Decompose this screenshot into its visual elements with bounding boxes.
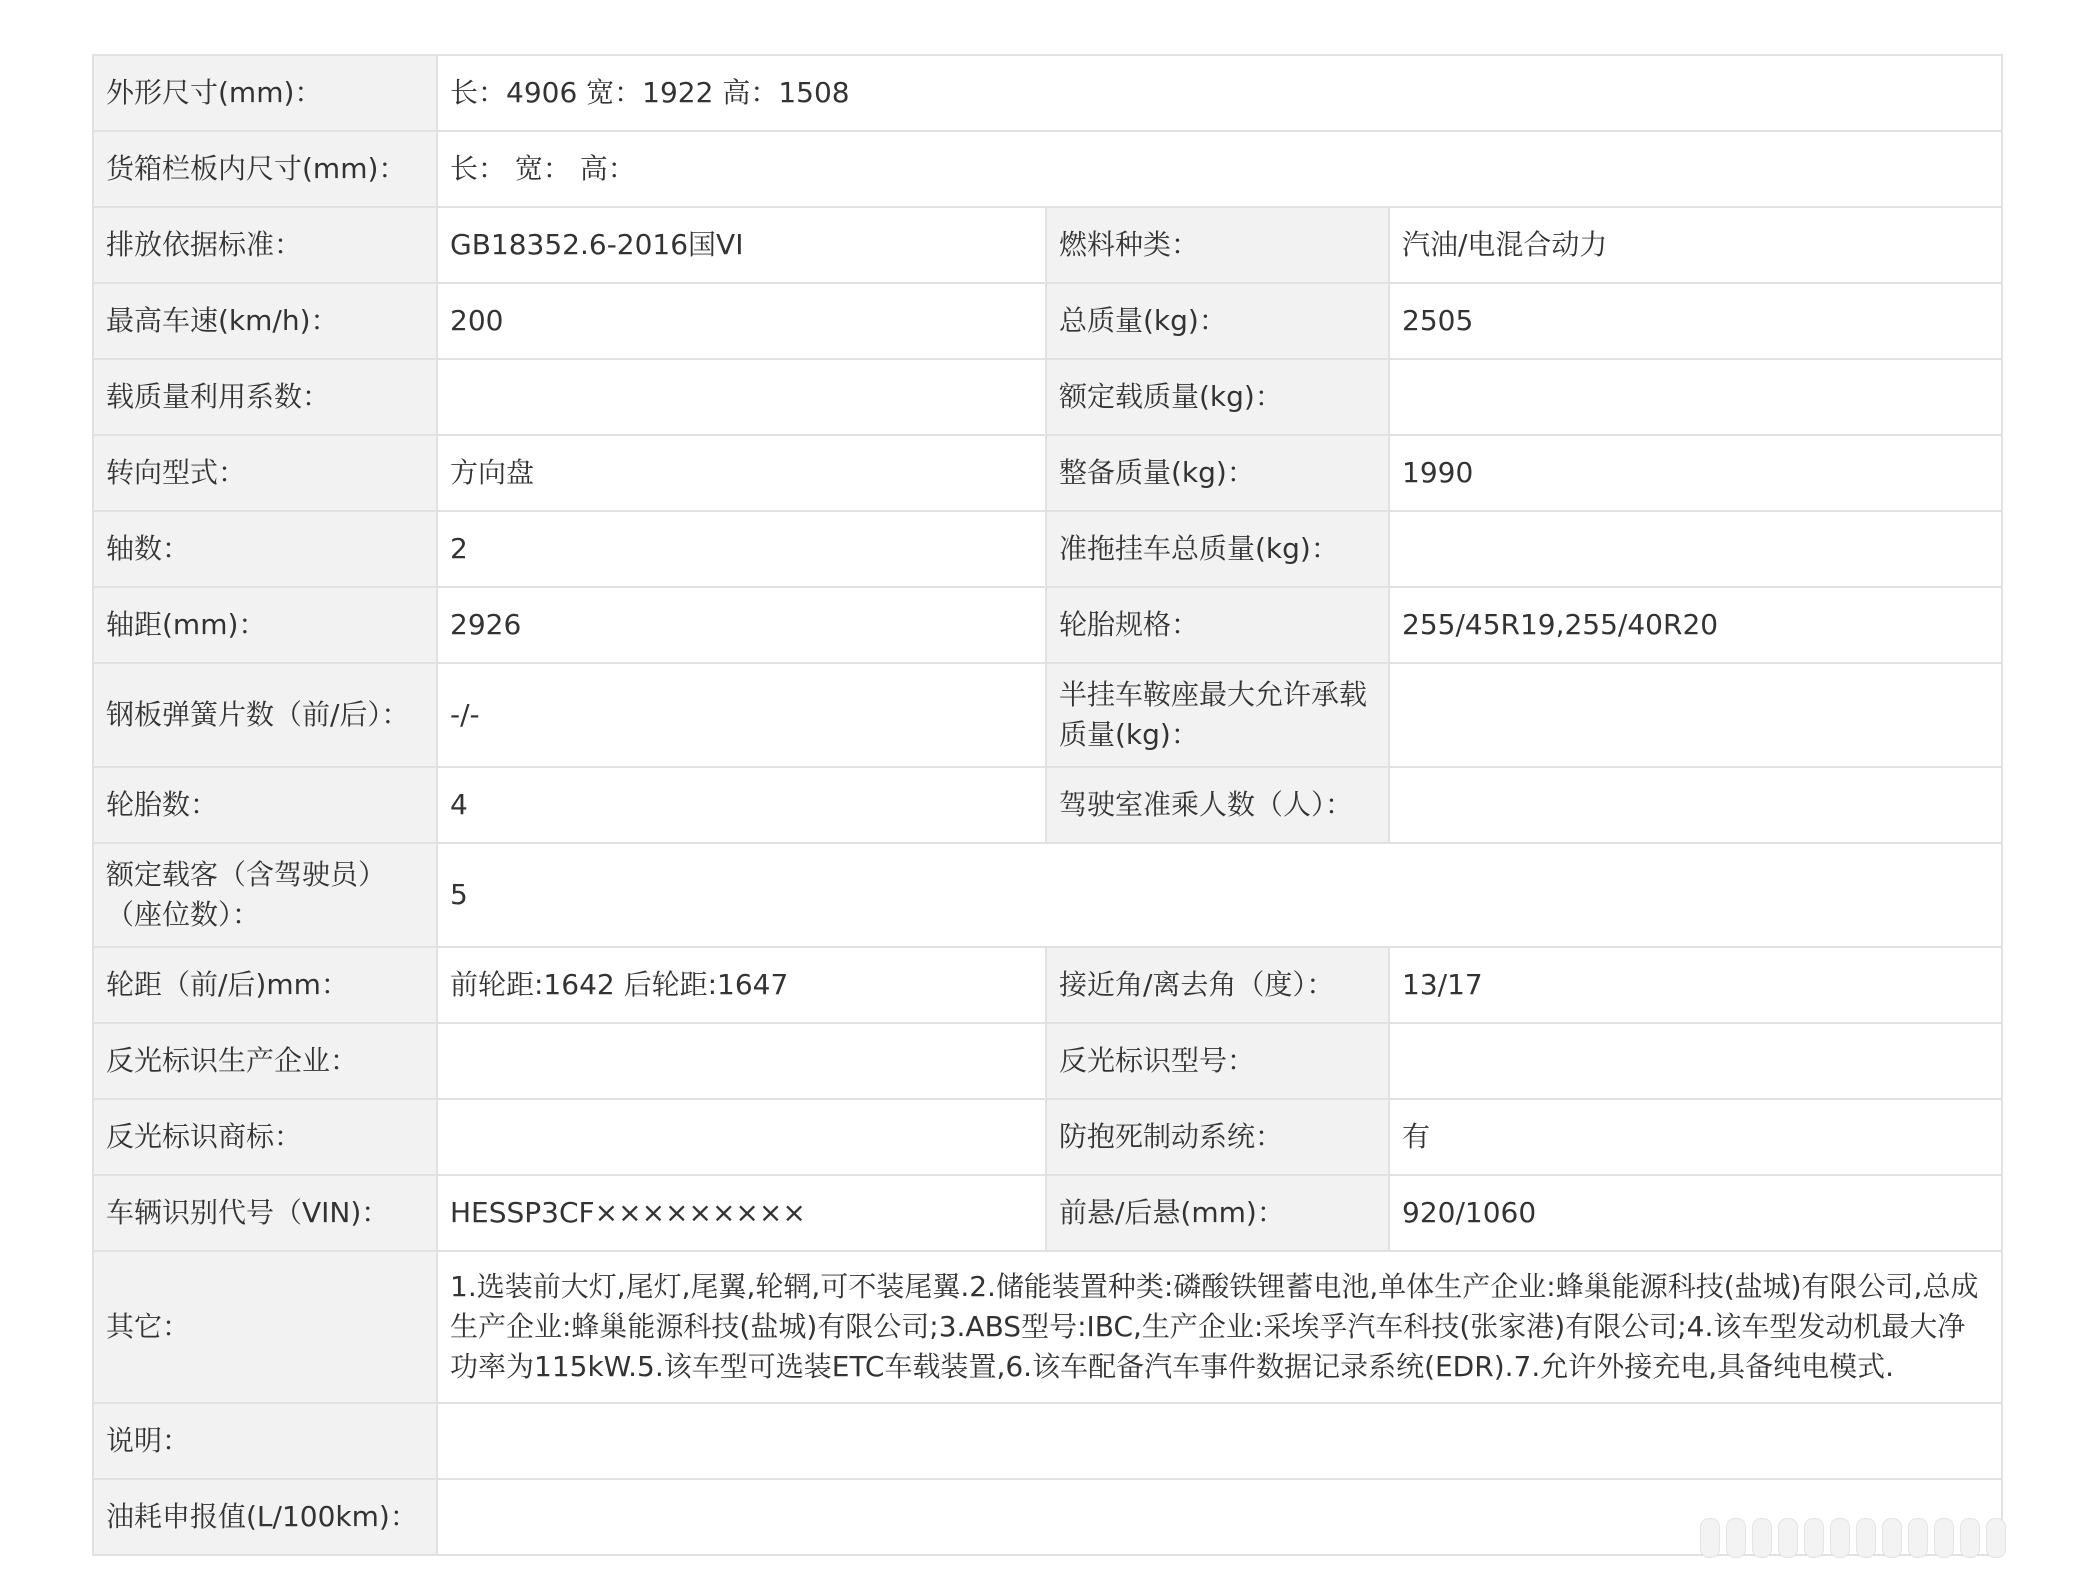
spec-label: 额定载质量(kg)： (1046, 359, 1389, 435)
spec-row-track-angles (93, 947, 2002, 1023)
spec-label: 车辆识别代号（VIN)： (93, 1175, 437, 1251)
spec-row-steering-curb (93, 435, 2002, 511)
spec-label: 外形尺寸(mm)： (93, 55, 437, 131)
spec-value: 255/45R19,255/40R20 (1389, 587, 2002, 663)
spec-value (1389, 1023, 2002, 1099)
spec-value: 5 (437, 843, 2002, 947)
spec-value: 1990 (1389, 435, 2002, 511)
spec-row-dimensions (93, 55, 2002, 131)
spec-value: HESSP3CF××××××××× (437, 1175, 1046, 1251)
spec-label: 准拖挂车总质量(kg)： (1046, 511, 1389, 587)
spec-row-notes (93, 1403, 2002, 1479)
spec-value (437, 359, 1046, 435)
spec-label: 排放依据标准： (93, 207, 437, 283)
spec-value: 长：4906 宽：1922 高：1508 (437, 55, 2002, 131)
spec-row-tire-count-cab (93, 767, 2002, 843)
spec-value: 13/17 (1389, 947, 2002, 1023)
spec-row-speed-mass (93, 283, 2002, 359)
spec-label: 总质量(kg)： (1046, 283, 1389, 359)
spec-label: 燃料种类： (1046, 207, 1389, 283)
vehicle-spec-table (92, 54, 2003, 1556)
spec-value (1389, 359, 2002, 435)
spec-value (437, 1023, 1046, 1099)
spec-label: 其它： (93, 1251, 437, 1403)
spec-label: 转向型式： (93, 435, 437, 511)
spec-label: 反光标识生产企业： (93, 1023, 437, 1099)
spec-value: 2 (437, 511, 1046, 587)
spec-row-seats (93, 843, 2002, 947)
spec-label: 半挂车鞍座最大允许承载质量(kg)： (1046, 663, 1389, 767)
watermark-logo (1700, 1510, 2020, 1564)
spec-value: 前轮距:1642 后轮距:1647 (437, 947, 1046, 1023)
spec-value: -/- (437, 663, 1046, 767)
spec-value (1389, 511, 2002, 587)
spec-value: 4 (437, 767, 1046, 843)
spec-row-reflective-abs (93, 1099, 2002, 1175)
spec-label: 反光标识型号： (1046, 1023, 1389, 1099)
spec-value: 2505 (1389, 283, 2002, 359)
spec-label: 载质量利用系数： (93, 359, 437, 435)
spec-row-reflective-maker (93, 1023, 2002, 1099)
spec-row-other (93, 1251, 2002, 1403)
spec-value: 方向盘 (437, 435, 1046, 511)
spec-row-cargo-box (93, 131, 2002, 207)
spec-value: GB18352.6-2016国VI (437, 207, 1046, 283)
spec-label: 额定载客（含驾驶员）（座位数）： (93, 843, 437, 947)
spec-value: 920/1060 (1389, 1175, 2002, 1251)
spec-label: 钢板弹簧片数（前/后）： (93, 663, 437, 767)
spec-label: 轮胎规格： (1046, 587, 1389, 663)
spec-value: 2926 (437, 587, 1046, 663)
spec-value (437, 1403, 2002, 1479)
spec-row-axles-trailer (93, 511, 2002, 587)
spec-label: 接近角/离去角（度）： (1046, 947, 1389, 1023)
spec-value: 1.选装前大灯,尾灯,尾翼,轮辋,可不装尾翼.2.储能装置种类:磷酸铁锂蓄电池,单体生产企业:蜂巢能源科技(盐城)有限公司,总成生产企业:蜂巢能源科技(盐城)有限公司;3.ABS型号:IBC,生产企业:采埃孚汽车科技(张家港)有限公司;4.该车型发动机最大净功率为115kW.5.该车型可选装ETC车载装置,6.该车配备汽车事件数据记录系统(EDR).7.允许外接充电,具备纯电模式. (437, 1251, 2002, 1403)
spec-label: 油耗申报值(L/100km)： (93, 1479, 437, 1555)
spec-label: 轴距(mm)： (93, 587, 437, 663)
spec-value: 200 (437, 283, 1046, 359)
spec-value (437, 1099, 1046, 1175)
spec-label: 反光标识商标： (93, 1099, 437, 1175)
spec-label: 前悬/后悬(mm)： (1046, 1175, 1389, 1251)
spec-value: 长： 宽： 高： (437, 131, 2002, 207)
spec-label: 防抱死制动系统： (1046, 1099, 1389, 1175)
spec-label: 驾驶室准乘人数（人）： (1046, 767, 1389, 843)
spec-value: 有 (1389, 1099, 2002, 1175)
spec-label: 最高车速(km/h)： (93, 283, 437, 359)
spec-row-vin-overhang (93, 1175, 2002, 1251)
spec-value: 汽油/电混合动力 (1389, 207, 2002, 283)
spec-row-springs-saddle (93, 663, 2002, 767)
spec-row-load (93, 359, 2002, 435)
spec-label: 轮距（前/后)mm： (93, 947, 437, 1023)
spec-row-wheelbase-tires (93, 587, 2002, 663)
spec-label: 整备质量(kg)： (1046, 435, 1389, 511)
spec-label: 货箱栏板内尺寸(mm)： (93, 131, 437, 207)
spec-value (1389, 663, 2002, 767)
spec-label: 轴数： (93, 511, 437, 587)
spec-row-emission-fuel (93, 207, 2002, 283)
spec-value (1389, 767, 2002, 843)
spec-label: 轮胎数： (93, 767, 437, 843)
spec-label: 说明： (93, 1403, 437, 1479)
